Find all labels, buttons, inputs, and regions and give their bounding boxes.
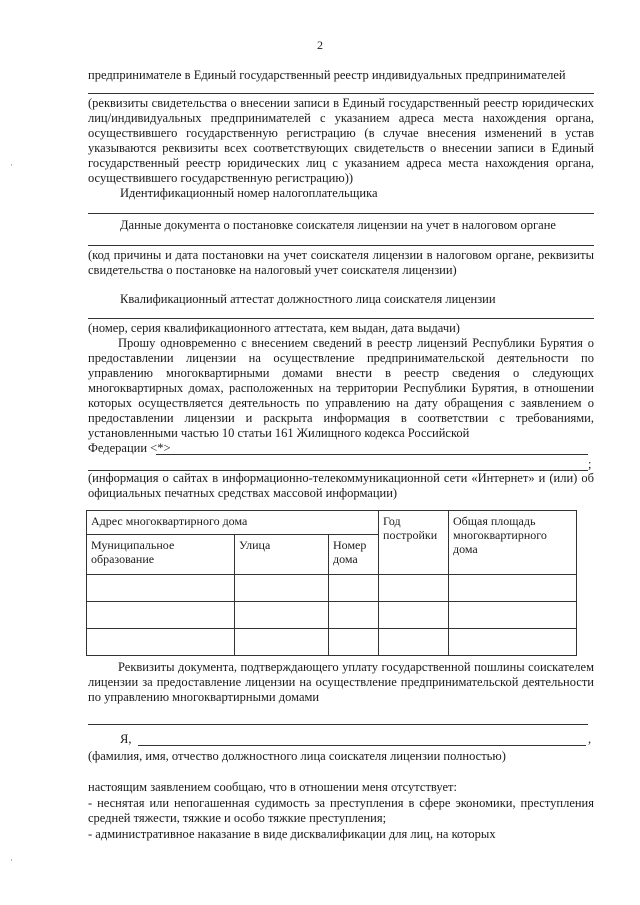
full-name-field[interactable] <box>138 745 586 746</box>
year-header: Год постройки <box>379 511 449 575</box>
tax-doc-note: (код причины и дата постановки на учет соискателя лицензии в налоговом органе, реквизиты свидетельства о постановке на налоговый учет соискателя лицензии) <box>88 248 594 277</box>
federation-field[interactable] <box>156 454 588 455</box>
qualification-cert-field[interactable] <box>88 318 594 319</box>
table-cell[interactable] <box>87 575 235 602</box>
registry-details-note: (реквизиты свидетельства о внесении записи в Единый государственный реестр юридических лиц/индивидуальных предпринимателей с указанием адреса места нахождения органа, осуществившего государственную регистрацию (в случае внесения изменений в устав указываются реквизиты всех соответствующих свидетельств о внесении записи в Единый государственный реестр юридических лиц с указанием адреса места нахождения органа, осуществившего государственную регистрацию)) <box>88 96 594 185</box>
table-cell[interactable] <box>87 602 235 629</box>
table-cell[interactable] <box>449 602 577 629</box>
table-cell[interactable] <box>329 629 379 656</box>
page-number: 2 <box>317 38 323 52</box>
qualification-cert-note: (номер, серия квалификационного аттестата, кем выдан, дата выдачи) <box>88 321 460 335</box>
municipality-header: Муниципальное образование <box>87 535 235 575</box>
houses-table <box>86 510 577 656</box>
house-number-header: Номер дома <box>329 535 379 575</box>
request-paragraph: Прошу одновременно с внесением сведений в реестр лицензий Республики Бурятия о предоставлении лицензии на осуществление предпринимательской деятельности по управлению многоквартирными домами внести в реестр сведения о следующих многоквартирных домах, расположенных на территории Республики Бурятия, в отношении которых осуществляется деятельность по управлению на дату обращения с заявлением о предоставлении лицензии и раскрыта информация в соответствии с требованиями, установленными частью 10 статьи 161 Жилищного кодекса Российской <box>88 336 594 440</box>
federation-label: Федерации <*> <box>88 441 171 455</box>
area-header: Общая площадь многоквартирного дома <box>449 511 577 575</box>
table-cell[interactable] <box>235 602 329 629</box>
table-cell[interactable] <box>379 629 449 656</box>
table-cell[interactable] <box>449 629 577 656</box>
table-cell[interactable] <box>235 575 329 602</box>
full-name-note: (фамилия, имя, отчество должностного лица соискателя лицензии полностью) <box>88 749 506 763</box>
fee-paragraph: Реквизиты документа, подтверждающего уплату государственной пошлины соискателем лицензии за предоставление лицензии на осуществление предпринимательской деятельности по управлению многоквартирными домами <box>88 660 594 704</box>
table-cell[interactable] <box>379 602 449 629</box>
table-cell[interactable] <box>329 602 379 629</box>
ya-label: Я, <box>120 732 132 746</box>
comma: , <box>588 732 592 746</box>
registry-details-field[interactable] <box>88 93 594 94</box>
websites-note: (информация о сайтах в информационно-телекоммуникационной сети «Интернет» и (или) об официальных печатных средствах массовой информации) <box>88 471 594 500</box>
margin-mark: · <box>10 160 13 170</box>
table-row <box>87 602 577 629</box>
table-cell[interactable] <box>235 629 329 656</box>
table-cell[interactable] <box>329 575 379 602</box>
statement-text: настоящим заявлением сообщаю, что в отношении меня отсутствует: <box>88 780 457 794</box>
tax-doc-field[interactable] <box>88 245 594 246</box>
inn-field[interactable] <box>88 213 594 214</box>
semicolon: ; <box>588 457 592 471</box>
fee-field[interactable] <box>88 724 588 725</box>
address-header: Адрес многоквартирного дома <box>87 511 379 535</box>
table-row <box>87 629 577 656</box>
tax-doc-label: Данные документа о постановке соискателя лицензии на учет в налоговом органе <box>120 218 556 232</box>
inn-label: Идентификационный номер налогоплательщика <box>120 186 378 200</box>
table-cell[interactable] <box>449 575 577 602</box>
street-header: Улица <box>235 535 329 575</box>
table-cell[interactable] <box>379 575 449 602</box>
bullet-conviction: - неснятая или непогашенная судимость за преступления в сфере экономики, преступления средней тяжести, тяжкие и особо тяжкие преступления; <box>88 796 594 825</box>
table-cell[interactable] <box>87 629 235 656</box>
table-row <box>87 575 577 602</box>
qualification-cert-label: Квалификационный аттестат должностного лица соискателя лицензии <box>120 292 496 306</box>
entrepreneur-registry-line: предпринимателе в Единый государственный реестр индивидуальных предпринимателей <box>88 68 566 82</box>
bullet-disqualification: - административное наказание в виде дисквалификации для лиц, на которых <box>88 827 496 841</box>
margin-mark: · <box>10 855 13 865</box>
